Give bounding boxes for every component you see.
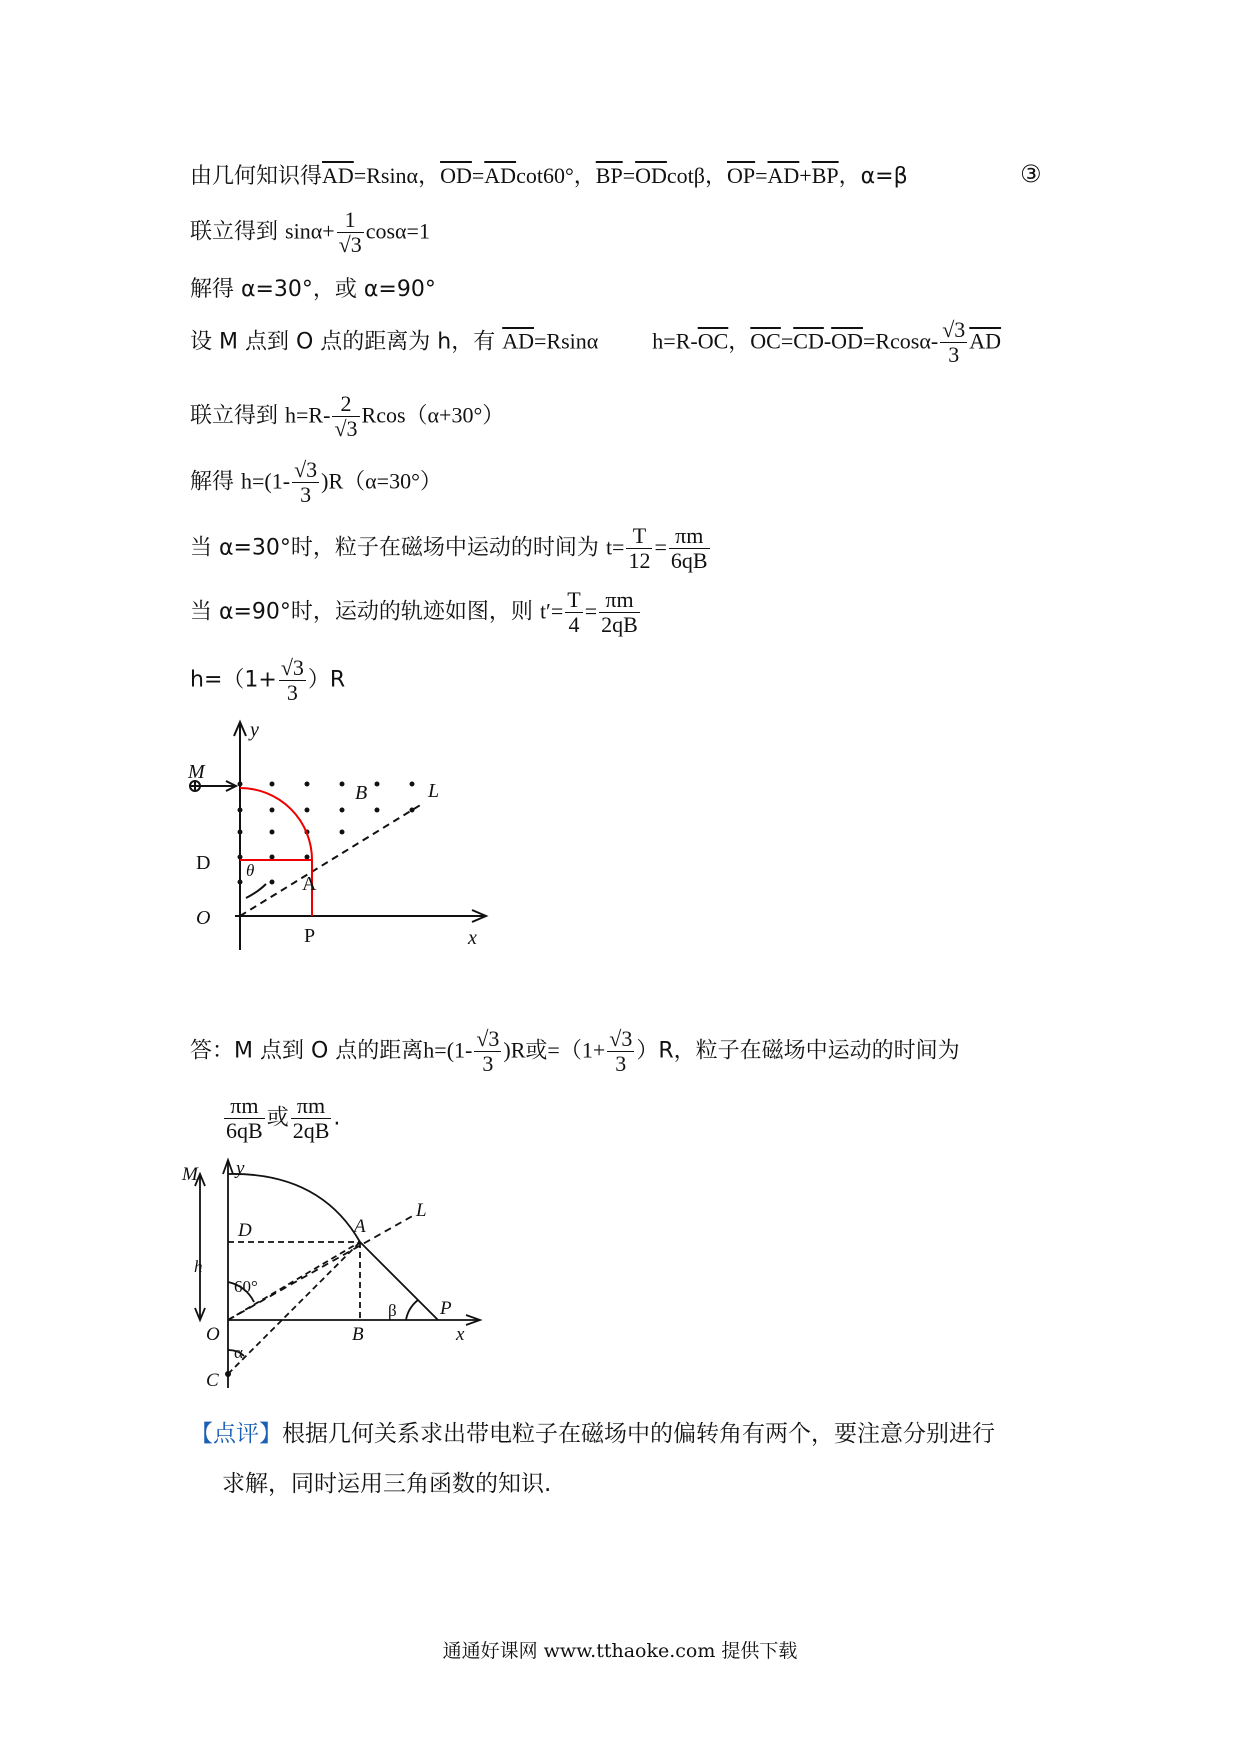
h-solution-line: 解得 h=(1- $\frac{√3}{3}$ )R（α=30°）	[190, 457, 442, 507]
h-expression-line: 联立得到 h=R- $\frac{2}{√3}$ Rcos（α+30°）	[190, 391, 505, 441]
equation-number: ③	[1020, 160, 1042, 188]
label-M: M	[188, 761, 205, 783]
fraction: $\frac{√3}{3}$	[609, 1026, 633, 1076]
magnetic-field-dots	[238, 782, 415, 885]
fraction: $\frac{√3}{3}$	[294, 457, 318, 507]
label-L: L	[428, 780, 440, 802]
beta-arc	[406, 1300, 418, 1320]
fraction: $\frac{T}{4}$	[567, 587, 581, 637]
time-90-line: 当 α=90°时，运动的轨迹如图，则 t′= $\frac{T}{4}$ = $\frac{\pi m}{2qB}$	[190, 587, 638, 637]
label-M: M	[182, 1164, 198, 1185]
trajectory-figure-alpha-30	[180, 1150, 500, 1400]
point-C	[225, 1371, 231, 1377]
h-90-line: h=（1+ $\frac{√3}{3}$ ）R	[190, 655, 346, 705]
distance-h-line: 设 M 点到 O 点的距离为 h，有 $\overline{AD}=Rsin\alpha$ $h=R-\overline{OC}$，$\overline{OC}=\overline{CD}-\overline{OD}=Rcos\alpha-$ $\frac{√3}{3}$ $\overline{AD}$	[190, 317, 1002, 367]
fraction: $\frac{√3}{3}$	[942, 317, 966, 367]
fraction: $\frac{\pi m}{2qB}$	[292, 1093, 330, 1143]
geometry-relations-line: 由几何知识得$\overline{AD}=Rsin\alpha$，$\overline{OD}=\overline{AD}\cot 60^\circ$，$\overline{BP}=\overline{OD}\cot\beta$，$\overline{OP}=\overline{AD}+\overline{BP}$，α=β	[190, 163, 908, 189]
label-D: D	[238, 1220, 252, 1241]
label-A: A	[302, 873, 317, 895]
comment-line-2: 求解，同时运用三角函数的知识.	[222, 1471, 552, 1497]
fraction: $\frac{T}{12}$	[628, 523, 651, 573]
label-x: x	[468, 927, 477, 949]
label-x: x	[456, 1324, 465, 1345]
label-alpha: α	[234, 1343, 243, 1362]
theta-arc	[246, 884, 266, 898]
trajectory-curve	[228, 1174, 438, 1320]
label-P: P	[304, 925, 316, 947]
combined-equation-line: 联立得到 sinα+ $\frac{1}{√3}$ cosα=1	[190, 207, 430, 257]
trajectory-figure-alpha-90	[180, 712, 500, 962]
label-theta: θ	[246, 861, 255, 880]
label-60deg: 60°	[234, 1277, 258, 1296]
label-y: y	[250, 719, 259, 741]
answer-time-line: $\frac{\pi m}{6qB}$ 或 $\frac{\pi m}{2qB}$ .	[226, 1093, 341, 1143]
label-B: B	[355, 782, 368, 804]
fraction: $\frac{√3}{3}$	[476, 1026, 500, 1076]
red-trajectory-arc	[240, 788, 312, 860]
label-D: D	[196, 852, 211, 874]
comment-line-1: 【点评】根据几何关系求出带电粒子在磁场中的偏转角有两个，要注意分别进行	[190, 1421, 995, 1447]
label-C: C	[206, 1370, 219, 1391]
label-y: y	[236, 1158, 245, 1179]
label-O: O	[206, 1324, 220, 1345]
time-30-line: 当 α=30°时，粒子在磁场中运动的时间为 t= $\frac{T}{12}$ = $\frac{\pi m}{6qB}$	[190, 523, 708, 573]
footer-watermark: 通通好课网 www.tthaoke.com 提供下载	[442, 1640, 798, 1662]
solution-alpha-line: 解得 α=30°，或 α=90°	[190, 277, 436, 302]
fraction: $\frac{2}{√3}$	[334, 391, 358, 441]
comment-label: 【点评】	[190, 1421, 282, 1447]
fraction: $\frac{\pi m}{6qB}$	[226, 1093, 263, 1143]
label-beta: β	[388, 1301, 397, 1320]
label-B: B	[352, 1324, 364, 1345]
label-h: h	[194, 1257, 203, 1276]
label-A: A	[354, 1216, 366, 1237]
answer-line: 答：M 点到 O 点的距离h=(1- $\frac{√3}{3}$ )R或=（1+ $\frac{√3}{3}$ ）R，粒子在磁场中运动的时间为	[190, 1026, 960, 1076]
fraction: $\frac{1}{√3}$	[338, 207, 362, 257]
fraction: $\frac{\pi m}{2qB}$	[601, 587, 638, 637]
fraction: $\frac{√3}{3}$	[280, 655, 304, 705]
label-P: P	[440, 1298, 452, 1319]
label-L: L	[416, 1200, 427, 1221]
fraction: $\frac{\pi m}{6qB}$	[670, 523, 708, 573]
label-O: O	[196, 907, 211, 929]
